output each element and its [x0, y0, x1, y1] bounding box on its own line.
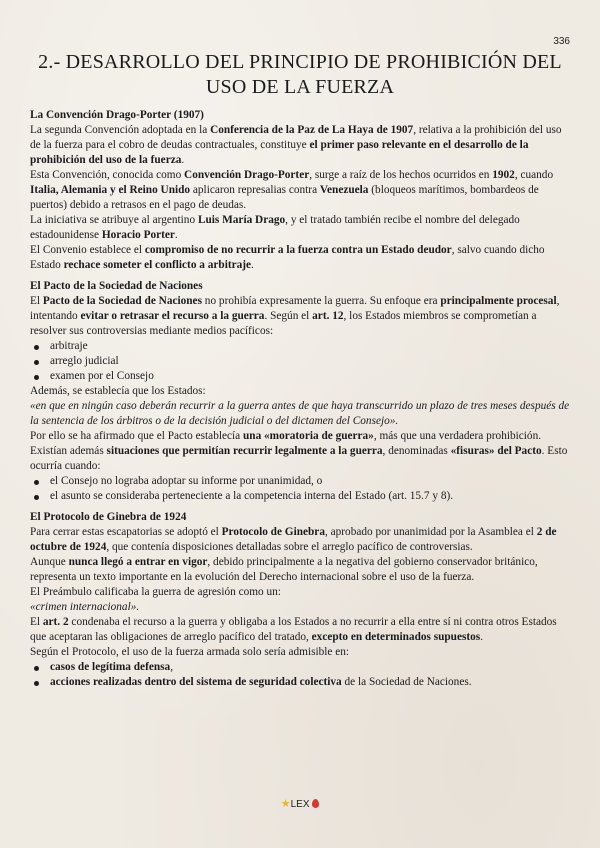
footer-brand: [0, 797, 600, 810]
bold-text: «fisuras» del Pacto: [450, 445, 542, 457]
bullet-list: [30, 474, 570, 504]
bold-text: Horacio Porter: [101, 229, 175, 241]
text-run: , debido principalmente a la negativa del gobierno conservador británico, representa un texto importante en la evolución del Derecho internacional sobre el uso de la fuerza.: [30, 556, 538, 583]
bold-text: Italia, Alemania y el Reino Unido: [30, 184, 191, 196]
text-run: El: [30, 295, 43, 307]
text-run: , los Estados miembros se comprometían a resolver sus controversias mediante medios pacíficos:: [30, 310, 537, 337]
paragraph: [30, 243, 570, 273]
paragraph: Además, se establecía que los Estados:: [30, 385, 206, 397]
bold-text: el primer paso relevante en el desarrollo de la prohibición del uso de la fuerza: [30, 139, 529, 166]
bold-text: art. 12: [312, 310, 344, 322]
text-run: condenaba el recurso a la guerra y obligaba a los Estados a no recurrir a ella entre sí ni contra otros Estados que aceptaran las obligaciones de arreglo pacífico del tratado,: [30, 616, 557, 643]
paragraph: [30, 555, 570, 585]
paragraph: [30, 525, 570, 555]
text-run: (bloqueos marítimos, bombardeos de puertos) debido a retrasos en el pago de deudas.: [30, 184, 539, 211]
paragraph: El Preámbulo calificaba la guerra de agresión como un:: [30, 586, 281, 598]
quote: [30, 399, 570, 429]
list-item: el asunto se consideraba perteneciente a la competencia interna del Estado (art. 15.7 y 8).: [42, 489, 570, 504]
bold-text: art. 2: [42, 616, 69, 628]
bold-text: Convención Drago-Porter: [184, 169, 310, 181]
bold-text: Conferencia de la Paz de La Haya de 1907: [210, 124, 414, 136]
bullet-list: [30, 339, 570, 384]
bold-text: casos de legítima defensa: [50, 661, 171, 673]
text-run: , más que una verdadera prohibición. Existían además: [30, 430, 542, 457]
text-run: .: [181, 154, 185, 166]
bold-text: principalmente procesal: [440, 295, 557, 307]
section-sociedad-naciones: [30, 279, 570, 504]
text-run: El: [30, 616, 43, 628]
paragraph: Según el Protocolo, el uso de la fuerza armada solo sería admisible en:: [30, 646, 350, 658]
text-run: , y el tratado también recibe el nombre del delegado estadounidense: [30, 214, 520, 241]
section-heading: El Pacto de la Sociedad de Naciones: [30, 280, 203, 292]
text-run: Aunque: [30, 556, 69, 568]
text-run: de la Sociedad de Naciones.: [341, 676, 472, 688]
bold-text: Protocolo de Ginebra: [221, 526, 325, 538]
text-run: Por ello se ha afirmado que el Pacto establecía: [30, 430, 243, 442]
text-run: , relativa a la prohibición del uso de la fuerza para el cobro de deudas contractuales, constituye: [30, 124, 562, 151]
text-run: , surge a raíz de los hechos ocurridos en: [309, 169, 493, 181]
list-item: [42, 660, 570, 675]
star-icon: ★: [280, 798, 291, 810]
quote: [30, 600, 570, 615]
text-run: Esta Convención, conocida como: [30, 169, 185, 181]
text-run: .: [480, 631, 484, 643]
quote-text: «en que en ningún caso deberán recurrir a la guerra antes de que haya transcurrido un plazo de tres meses después de la sentencia de los árbitros o de la decisión judicial o del dictamen del Consejo».: [30, 400, 570, 427]
bold-text: excepto en determinados supuestos: [311, 631, 481, 643]
text-run: , aprobado por unanimidad por la Asamblea el: [324, 526, 537, 538]
paragraph: [30, 213, 570, 243]
document-body: [30, 108, 570, 690]
text-run: , denominadas: [382, 445, 451, 457]
text-run: La iniciativa se atribuye al argentino: [30, 214, 198, 226]
section-protocolo-ginebra: [30, 510, 570, 690]
bold-text: Pacto de la Sociedad de Naciones: [42, 295, 202, 307]
bold-text: evitar o retrasar el recurso a la guerra: [80, 310, 265, 322]
text-run: El Convenio establece el: [30, 244, 145, 256]
text-run: , que contenía disposiciones detalladas sobre el arreglo pacífico de controversias.: [106, 541, 473, 553]
bold-text: una «moratoria de guerra»: [243, 430, 374, 442]
section-heading: La Convención Drago-Porter (1907): [30, 109, 204, 121]
paragraph: [30, 168, 570, 213]
footer-label: LEX: [290, 799, 310, 810]
drop-icon: [312, 799, 319, 808]
list-item: examen por el Consejo: [42, 369, 570, 384]
text-run: ,: [170, 661, 174, 673]
list-item: el Consejo no lograba adoptar su informe por unanimidad, o: [42, 474, 570, 489]
text-run: aplicaron represalias contra: [190, 184, 320, 196]
bold-text: nunca llegó a entrar en vigor: [68, 556, 208, 568]
bold-text: rechace someter el conflicto a arbitraje: [63, 259, 252, 271]
list-item: [42, 675, 570, 690]
bold-text: Venezuela: [319, 184, 369, 196]
quote-text: «crimen internacional».: [30, 601, 140, 613]
bold-text: acciones realizadas dentro del sistema de seguridad colectiva: [50, 676, 342, 688]
text-run: Para cerrar estas escapatorias se adoptó el: [30, 526, 222, 538]
text-run: .: [174, 229, 178, 241]
paragraph: [30, 294, 570, 339]
bold-text: compromiso de no recurrir a la fuerza contra un Estado deudor: [144, 244, 452, 256]
list-item: arbitraje: [42, 339, 570, 354]
list-item: arreglo judicial: [42, 354, 570, 369]
bullet-list: [30, 660, 570, 690]
page-title: 2.- DESARROLLO DEL PRINCIPIO DE PROHIBICIÓN DEL USO DE LA FUERZA: [38, 51, 562, 98]
paragraph: [30, 615, 570, 645]
bold-text: Luis María Drago: [197, 214, 286, 226]
text-run: no prohibía expresamente la guerra. Su enfoque era: [201, 295, 441, 307]
text-run: , cuando: [514, 169, 554, 181]
paragraph: [30, 429, 570, 474]
text-run: , intentando: [30, 295, 560, 322]
paragraph: [30, 123, 570, 168]
bold-text: 1902: [492, 169, 515, 181]
text-run: . Según el: [264, 310, 313, 322]
text-run: .: [251, 259, 254, 271]
bold-text: 2 de octubre de 1924: [30, 526, 557, 553]
text-run: La segunda Convención adoptada en la: [30, 124, 211, 136]
section-drago-porter: [30, 108, 570, 273]
text-run: , salvo cuando dicho Estado: [30, 244, 545, 271]
section-heading: El Protocolo de Ginebra de 1924: [30, 511, 187, 523]
bold-text: situaciones que permitían recurrir legalmente a la guerra: [106, 445, 383, 457]
text-run: . Esto ocurría cuando:: [30, 445, 568, 472]
page-number: 336: [553, 36, 570, 47]
